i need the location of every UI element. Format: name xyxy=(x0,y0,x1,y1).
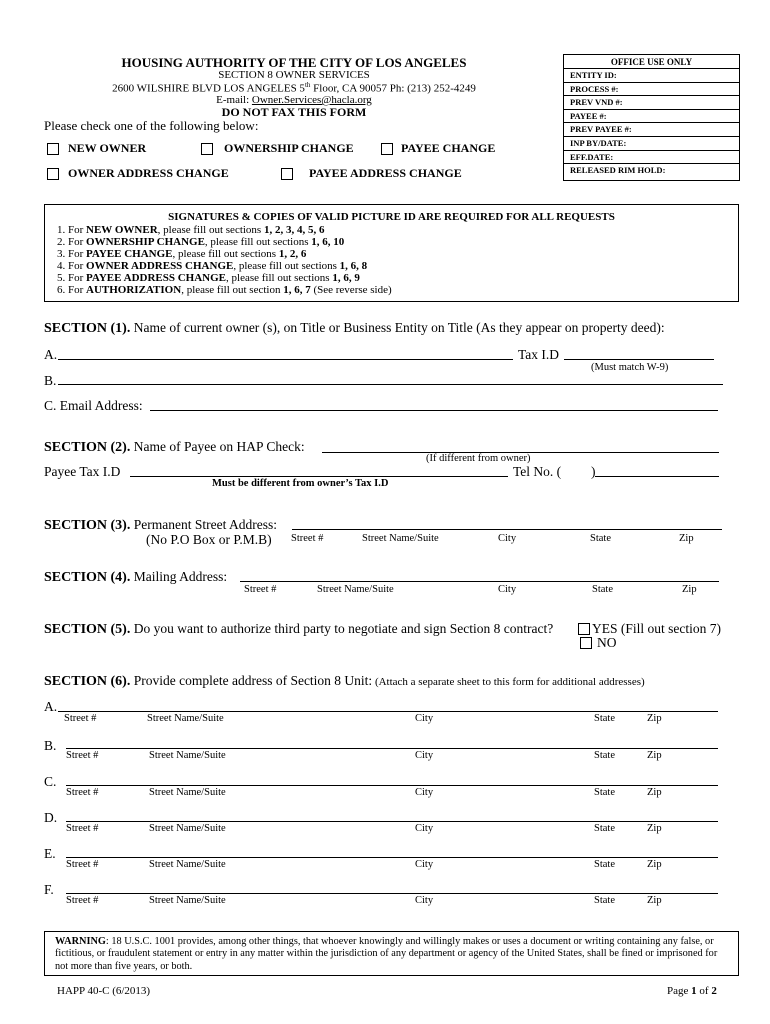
authorize-yes-label: YES (Fill out section 7) xyxy=(592,621,721,636)
col-city: City xyxy=(415,895,434,906)
requirements-title: SIGNATURES & COPIES OF VALID PICTURE ID ARE REQUIRED FOR ALL REQUESTS xyxy=(168,211,615,223)
section2-heading: SECTION (2). Name of Payee on HAP Check: xyxy=(44,439,305,455)
col-street-name: Street Name/Suite xyxy=(147,713,224,724)
office-row: PREV VND #: xyxy=(564,95,739,109)
col-street-num: Street # xyxy=(64,713,97,724)
col-state: State xyxy=(594,895,615,906)
form-id: HAPP 40-C (6/2013) xyxy=(57,985,151,997)
col-state: State xyxy=(594,750,615,761)
mailing-address-field[interactable] xyxy=(240,581,719,582)
requirement-item: 6. For AUTHORIZATION, please fill out section 1, 6, 7 (See reverse side) xyxy=(57,284,392,296)
owner-a-name-field[interactable] xyxy=(58,359,513,360)
no-fax-notice: DO NOT FAX THIS FORM xyxy=(221,105,367,119)
agency-email: E-mail: Owner.Services@hacla.org xyxy=(216,94,372,106)
col-zip: Zip xyxy=(647,823,662,834)
col-zip: Zip xyxy=(679,533,694,544)
email-link[interactable]: Owner.Services@hacla.org xyxy=(251,94,372,106)
col-zip: Zip xyxy=(647,787,662,798)
unit-address-field[interactable] xyxy=(58,711,718,712)
authorize-yes-checkbox[interactable] xyxy=(578,623,590,635)
col-street-name: Street Name/Suite xyxy=(362,533,439,544)
col-state: State xyxy=(594,713,615,724)
owner-tax-id-field[interactable] xyxy=(564,359,714,360)
payee-tax-note: Must be different from owner’s Tax I.D xyxy=(212,478,389,489)
section1-b-label: B. xyxy=(44,373,57,388)
requirement-item: 2. For OWNERSHIP CHANGE, please fill out sections 1, 6, 10 xyxy=(57,236,345,248)
col-street-num: Street # xyxy=(244,584,277,595)
payee-address-change-label: PAYEE ADDRESS CHANGE xyxy=(309,166,462,180)
unit-address-field[interactable] xyxy=(66,785,718,786)
requirement-item: 1. For NEW OWNER, please fill out sections 1, 2, 3, 4, 5, 6 xyxy=(57,224,325,236)
owner-address-change-checkbox[interactable] xyxy=(47,168,59,180)
payee-tel-field[interactable] xyxy=(595,476,719,477)
col-zip: Zip xyxy=(647,895,662,906)
requirement-item: 5. For PAYEE ADDRESS CHANGE, please fill out sections 1, 6, 9 xyxy=(57,272,360,284)
col-zip: Zip xyxy=(682,584,697,595)
col-city: City xyxy=(415,787,434,798)
col-city: City xyxy=(415,823,434,834)
col-street-num: Street # xyxy=(66,787,99,798)
agency-address: 2600 WILSHIRE BLVD LOS ANGELES 5th Floor, CA 90057 Ph: (213) 252-4249 xyxy=(112,81,476,95)
col-state: State xyxy=(594,859,615,870)
col-city: City xyxy=(415,713,434,724)
col-state: State xyxy=(594,823,615,834)
payee-change-checkbox[interactable] xyxy=(381,143,393,155)
col-zip: Zip xyxy=(647,713,662,724)
payee-change-label: PAYEE CHANGE xyxy=(401,141,496,155)
col-street-name: Street Name/Suite xyxy=(149,787,226,798)
col-city: City xyxy=(498,533,517,544)
department-name: SECTION 8 OWNER SERVICES xyxy=(218,69,370,81)
section4-heading: SECTION (4). Mailing Address: xyxy=(44,569,228,585)
page-number: Page 1 of 2 xyxy=(667,985,717,997)
office-row: EFF.DATE: xyxy=(564,150,739,164)
payee-tax-id-field[interactable] xyxy=(130,476,508,477)
ownership-change-label: OWNERSHIP CHANGE xyxy=(224,141,354,155)
owner-b-name-field[interactable] xyxy=(58,384,723,385)
office-row: INP BY/DATE: xyxy=(564,136,739,150)
authorize-no-checkbox[interactable] xyxy=(580,637,592,649)
check-prompt: Please check one of the following below: xyxy=(44,118,259,133)
owner-address-change-label: OWNER ADDRESS CHANGE xyxy=(68,166,229,180)
col-zip: Zip xyxy=(647,750,662,761)
w9-note: (Must match W-9) xyxy=(591,362,669,373)
section1-a-label: A. xyxy=(44,347,58,362)
requirement-item: 3. For PAYEE CHANGE, please fill out sections 1, 2, 6 xyxy=(57,248,307,260)
authorize-no-label: NO xyxy=(597,635,617,650)
warning-text: : 18 U.S.C. 1001 provides, among other things, that whoever knowingly and willingly makes or uses a document or writing containing any false, or fictitious, or fraudulent statement or entry in any matter within the jurisdiction of any department or agency of the United States, shall be fined or imprisoned for not more than five years, or both. xyxy=(55,936,718,972)
email-address-field[interactable] xyxy=(150,410,718,411)
unit-row-label: F. xyxy=(44,882,54,897)
col-city: City xyxy=(415,859,434,870)
payee-address-change-checkbox[interactable] xyxy=(281,168,293,180)
warning-box xyxy=(44,931,739,976)
unit-address-field[interactable] xyxy=(66,748,718,749)
section6-heading: SECTION (6). Provide complete address of Section 8 Unit: (Attach a separate sheet to this form for additional addresses) xyxy=(44,673,645,689)
unit-address-field[interactable] xyxy=(66,857,718,858)
col-street-num: Street # xyxy=(66,823,99,834)
unit-address-field[interactable] xyxy=(66,893,718,894)
tel-close: ) xyxy=(591,464,596,479)
office-use-box xyxy=(563,54,740,181)
no-po-box-note: (No P.O Box or P.M.B) xyxy=(146,532,272,547)
col-street-name: Street Name/Suite xyxy=(149,895,226,906)
unit-row-label: D. xyxy=(44,810,58,825)
requirement-item: 4. For OWNER ADDRESS CHANGE, please fill out sections 1, 6, 8 xyxy=(57,260,368,272)
office-row: PAYEE #: xyxy=(564,109,739,123)
col-zip: Zip xyxy=(647,859,662,870)
new-owner-checkbox[interactable] xyxy=(47,143,59,155)
permanent-address-field[interactable] xyxy=(292,529,722,530)
agency-title: HOUSING AUTHORITY OF THE CITY OF LOS ANGELES xyxy=(121,55,467,70)
requirements-box xyxy=(44,204,739,302)
payee-tax-id-label: Payee Tax I.D xyxy=(44,464,121,479)
office-row: PREV PAYEE #: xyxy=(564,122,739,136)
office-use-title: OFFICE USE ONLY xyxy=(610,57,693,67)
col-street-name: Street Name/Suite xyxy=(149,823,226,834)
col-city: City xyxy=(415,750,434,761)
office-row: RELEASED RIM HOLD: xyxy=(564,163,739,177)
unit-row-label: B. xyxy=(44,738,57,753)
col-street-name: Street Name/Suite xyxy=(149,750,226,761)
col-street-num: Street # xyxy=(66,750,99,761)
office-row: PROCESS #: xyxy=(564,82,739,96)
office-row: ENTITY ID: xyxy=(564,68,739,82)
section3-heading: SECTION (3). Permanent Street Address: xyxy=(44,517,277,533)
col-street-num: Street # xyxy=(66,895,99,906)
tel-label: Tel No. ( xyxy=(513,464,562,479)
col-city: City xyxy=(498,584,517,595)
section5-heading: SECTION (5). Do you want to authorize third party to negotiate and sign Section 8 contract? xyxy=(44,621,554,637)
warning-label: WARNING xyxy=(55,936,106,947)
section1-heading: SECTION (1). Name of current owner (s), on Title or Business Entity on Title (As they appear on property deed): xyxy=(44,320,665,336)
new-owner-label: NEW OWNER xyxy=(68,141,147,155)
col-state: State xyxy=(590,533,611,544)
col-street-num: Street # xyxy=(66,859,99,870)
ownership-change-checkbox[interactable] xyxy=(201,143,213,155)
unit-row-label: A. xyxy=(44,699,58,714)
col-state: State xyxy=(594,787,615,798)
unit-row-label: E. xyxy=(44,846,56,861)
payee-note: (If different from owner) xyxy=(426,453,531,464)
tax-id-label: Tax I.D xyxy=(518,347,560,362)
col-street-name: Street Name/Suite xyxy=(149,859,226,870)
col-street-name: Street Name/Suite xyxy=(317,584,394,595)
col-street-num: Street # xyxy=(291,533,324,544)
email-address-label: C. Email Address: xyxy=(44,398,143,413)
unit-row-label: C. xyxy=(44,774,57,789)
col-state: State xyxy=(592,584,613,595)
unit-address-field[interactable] xyxy=(66,821,718,822)
